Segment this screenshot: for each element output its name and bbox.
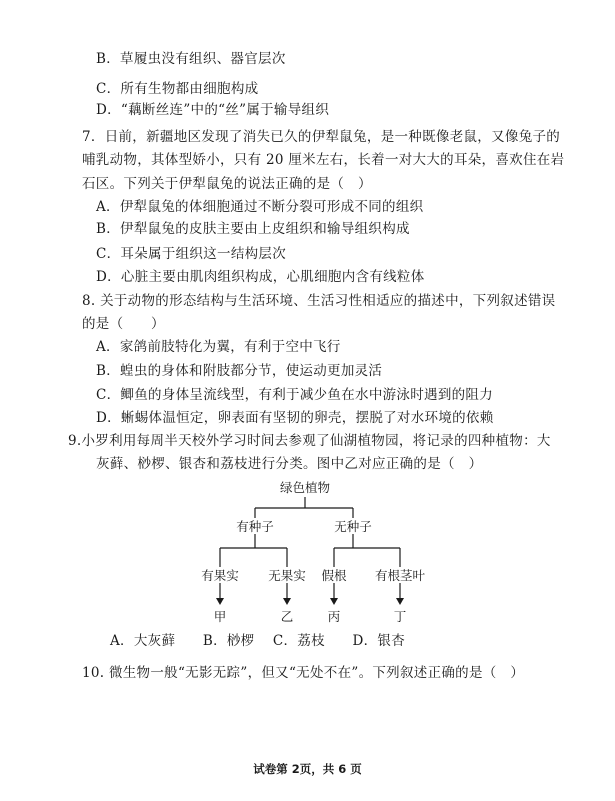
q6-option-c: C．所有生物都由细胞构成 (96, 81, 259, 97)
q6-option-b: B．草履虫没有组织、器官层次 (96, 51, 286, 67)
diagram-leaf-false-root: 假根 (321, 568, 347, 583)
diagram-leaf-fruit: 有果实 (201, 568, 239, 583)
diagram-leaf-root-stem-leaf: 有根茎叶 (374, 568, 426, 583)
q10-stem: 10. 微生物一般“无影无踪”，但又“无处不在”。下列叙述正确的是（ ） (82, 665, 525, 681)
q7-option-c: C．耳朵属于组织这一结构层次 (96, 246, 287, 262)
q8-option-d: D．蜥蜴体温恒定，卵表面有坚韧的卵壳，摆脱了对水环境的依赖 (96, 410, 494, 426)
q9-stem-line-1: 9.小罗利用每周半天校外学习时间去参观了仙湖植物园，将记录的四种植物：大 (68, 433, 551, 449)
page-footer: 试卷第 2页，共 6 页 (253, 762, 362, 776)
q7-option-b: B．伊犁鼠兔的皮肤主要由上皮组织和输导组织构成 (96, 221, 410, 237)
q7-option-d: D．心脏主要由肌肉组织构成，心肌细胞内含有线粒体 (96, 269, 425, 285)
diagram-result-ding: 丁 (393, 609, 407, 624)
diagram-result-yi: 乙 (280, 609, 294, 624)
q7-stem-line-1: 7．日前，新疆地区发现了消失已久的伊犁鼠兔，是一种既像老鼠，又像兔子的 (82, 129, 561, 145)
q7-option-a: A．伊犁鼠兔的体细胞通过不断分裂可形成不同的组织 (96, 199, 424, 215)
diagram-leaf-no-fruit: 无果实 (268, 568, 306, 583)
q9-stem-line-2: 灰藓、桫椤、银杏和荔枝进行分类。图中乙对应正确的是（ ） (96, 456, 483, 472)
q7-stem-line-2: 哺乳动物，其体型娇小，只有 20 厘米左右，长着一对大大的耳朵，喜欢住在岩 (82, 152, 565, 168)
diagram-seed-label: 有种子 (236, 519, 274, 534)
diagram-result-bing: 丙 (327, 609, 341, 624)
diagram-result-jia: 甲 (213, 609, 227, 624)
q9-options: A．大灰藓 B．桫椤 C．荔枝 D．银杏 (110, 633, 406, 649)
q8-stem-line-1: 8. 关于动物的形态结构与生活环境、生活习性相适应的描述中，下列叙述错误 (82, 293, 556, 309)
diagram-root-label: 绿色植物 (279, 480, 331, 495)
diagram-no-seed-label: 无种子 (334, 519, 372, 534)
q8-option-a: A．家鸽前肢特化为翼，有利于空中飞行 (96, 339, 341, 355)
q7-stem-line-3: 石区。下列关于伊犁鼠兔的说法正确的是（ ） (82, 176, 372, 192)
q6-option-d: D．“藕断丝连”中的“丝”属于输导组织 (96, 102, 330, 118)
q8-option-c: C．鲫鱼的身体呈流线型，有利于减少鱼在水中游泳时遇到的阻力 (96, 387, 494, 403)
q8-option-b: B．蝗虫的身体和附肢都分节，使运动更加灵活 (96, 363, 383, 379)
q8-stem-line-2: 的是（ ） (82, 316, 165, 332)
